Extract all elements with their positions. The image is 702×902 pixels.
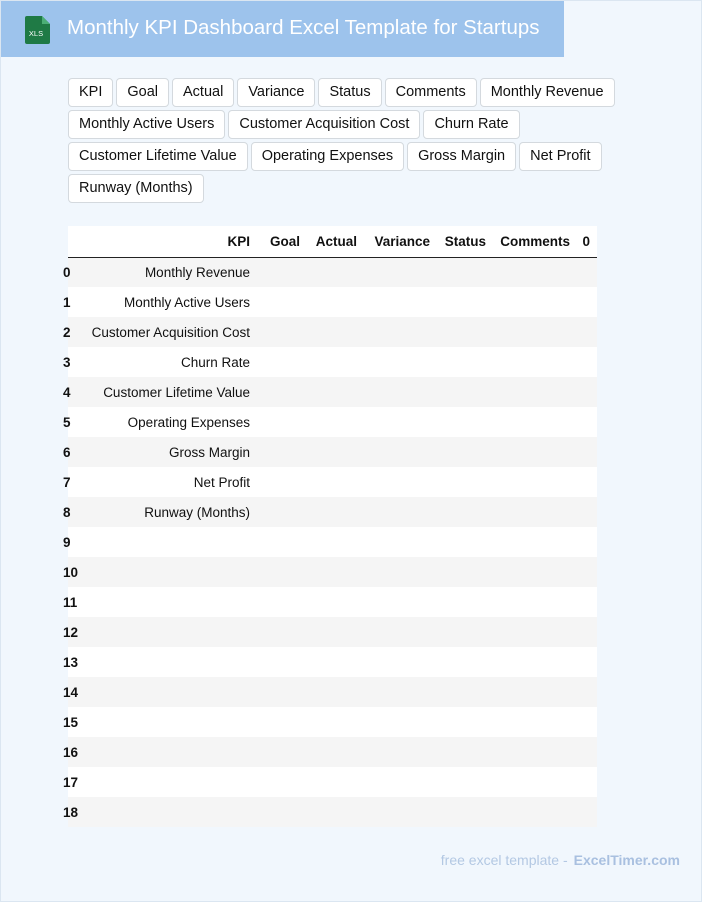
cell-status xyxy=(437,527,493,557)
cell-zero xyxy=(577,737,597,767)
cell-kpi xyxy=(80,737,257,767)
row-index xyxy=(63,557,80,587)
cell-zero xyxy=(577,647,597,677)
row-index-label: 0 xyxy=(63,264,71,280)
cell-actual xyxy=(307,647,364,677)
cell-variance xyxy=(364,707,437,737)
cell-zero xyxy=(577,707,597,737)
table-row xyxy=(68,617,597,647)
cell-kpi xyxy=(80,527,257,557)
cell-kpi xyxy=(80,617,257,647)
cell-comments xyxy=(493,707,577,737)
row-index-label: 13 xyxy=(63,654,79,670)
cell-kpi xyxy=(80,587,257,617)
cell-status xyxy=(437,257,493,287)
cell-comments xyxy=(493,647,577,677)
cell-actual xyxy=(307,707,364,737)
cell-comments xyxy=(493,407,577,437)
row-index-label: 11 xyxy=(63,594,78,610)
cell-goal xyxy=(257,467,307,497)
cell-zero xyxy=(577,377,597,407)
page-header xyxy=(1,1,564,57)
cell-kpi: Operating Expenses xyxy=(127,414,250,430)
cell-variance xyxy=(364,467,437,497)
cell-zero xyxy=(577,587,597,617)
cell-variance xyxy=(364,437,437,467)
cell-comments xyxy=(493,587,577,617)
kpi-table-container xyxy=(63,226,597,827)
cell-status xyxy=(437,407,493,437)
table-row xyxy=(68,497,597,527)
cell-comments xyxy=(493,767,577,797)
cell-comments xyxy=(493,377,577,407)
row-index-label: 2 xyxy=(63,324,71,340)
footer-credit xyxy=(441,852,680,868)
cell-status xyxy=(437,617,493,647)
cell-goal xyxy=(257,737,307,767)
row-index-label: 14 xyxy=(63,684,79,700)
index-header xyxy=(68,226,80,257)
cell-variance xyxy=(364,647,437,677)
cell-goal xyxy=(257,497,307,527)
cell-variance xyxy=(364,677,437,707)
cell-variance xyxy=(364,557,437,587)
cell-zero xyxy=(577,527,597,557)
row-index xyxy=(63,527,80,557)
cell-zero xyxy=(577,347,597,377)
cell-actual xyxy=(307,287,364,317)
table-row xyxy=(68,737,597,767)
cell-status xyxy=(437,437,493,467)
cell-variance xyxy=(364,767,437,797)
cell-goal xyxy=(257,347,307,377)
cell-variance xyxy=(364,287,437,317)
cell-zero xyxy=(577,257,597,287)
cell-variance xyxy=(364,317,437,347)
header-zero: 0 xyxy=(577,226,597,257)
row-index-label: 18 xyxy=(63,804,79,820)
cell-kpi xyxy=(80,647,257,677)
cell-variance xyxy=(364,407,437,437)
column-chip[interactable]: Customer Acquisition Cost xyxy=(228,110,420,139)
cell-actual xyxy=(307,557,364,587)
cell-zero xyxy=(577,287,597,317)
header-actual: Actual xyxy=(307,226,364,257)
column-chip[interactable]: Gross Margin xyxy=(407,142,516,171)
cell-goal xyxy=(257,617,307,647)
row-index-label: 15 xyxy=(63,714,79,730)
row-index xyxy=(63,647,80,677)
cell-goal xyxy=(257,437,307,467)
cell-comments xyxy=(493,797,577,827)
cell-comments xyxy=(493,347,577,377)
column-chip[interactable]: Status xyxy=(318,78,381,107)
cell-goal xyxy=(257,767,307,797)
row-index xyxy=(63,437,80,467)
column-chip[interactable]: Operating Expenses xyxy=(251,142,404,171)
row-index-label: 5 xyxy=(63,414,71,430)
cell-actual xyxy=(307,767,364,797)
cell-variance xyxy=(364,377,437,407)
column-chip[interactable]: KPI xyxy=(68,78,113,107)
cell-variance xyxy=(364,257,437,287)
cell-actual xyxy=(307,437,364,467)
column-chip[interactable]: Actual xyxy=(172,78,234,107)
cell-status xyxy=(437,497,493,527)
table-row xyxy=(68,767,597,797)
column-chip[interactable]: Monthly Active Users xyxy=(68,110,225,139)
row-index-label: 16 xyxy=(63,744,79,760)
cell-actual xyxy=(307,587,364,617)
row-index xyxy=(63,287,80,317)
row-index xyxy=(63,737,80,767)
row-index-label: 9 xyxy=(63,534,71,550)
cell-variance xyxy=(364,617,437,647)
cell-variance xyxy=(364,497,437,527)
xls-file-icon xyxy=(23,15,51,45)
row-index xyxy=(63,497,80,527)
table-row xyxy=(68,467,597,497)
row-index-label: 1 xyxy=(63,294,71,310)
table-row xyxy=(68,557,597,587)
row-index-label: 12 xyxy=(63,624,79,640)
cell-kpi xyxy=(80,767,257,797)
cell-variance xyxy=(364,527,437,557)
cell-zero xyxy=(577,497,597,527)
header-variance: Variance xyxy=(364,226,437,257)
row-index-label: 3 xyxy=(63,354,71,370)
row-index xyxy=(63,257,80,287)
cell-comments xyxy=(493,257,577,287)
cell-status xyxy=(437,557,493,587)
svg-text:XLS: XLS xyxy=(28,29,44,38)
cell-status xyxy=(437,347,493,377)
cell-kpi xyxy=(80,677,257,707)
cell-actual xyxy=(307,257,364,287)
table-row xyxy=(68,587,597,617)
cell-actual xyxy=(307,527,364,557)
cell-kpi: Churn Rate xyxy=(180,354,250,370)
column-chip[interactable]: Runway (Months) xyxy=(68,174,204,203)
cell-comments xyxy=(493,497,577,527)
cell-actual xyxy=(307,467,364,497)
row-index-label: 7 xyxy=(63,474,71,490)
cell-actual xyxy=(307,737,364,767)
cell-status xyxy=(437,467,493,497)
cell-status xyxy=(437,587,493,617)
cell-kpi xyxy=(80,707,257,737)
row-index xyxy=(63,347,80,377)
header-kpi: KPI xyxy=(80,226,257,257)
cell-zero xyxy=(577,317,597,347)
table-row xyxy=(68,377,597,407)
footer-text: free excel template - xyxy=(440,852,568,868)
cell-actual xyxy=(307,797,364,827)
row-index xyxy=(63,617,80,647)
cell-goal xyxy=(257,707,307,737)
cell-status xyxy=(437,677,493,707)
cell-status xyxy=(437,377,493,407)
cell-actual xyxy=(307,497,364,527)
cell-goal xyxy=(257,527,307,557)
column-chip[interactable]: Customer Lifetime Value xyxy=(68,142,248,171)
table-row xyxy=(68,287,597,317)
cell-status xyxy=(437,797,493,827)
row-index xyxy=(63,797,80,827)
cell-actual xyxy=(307,347,364,377)
row-index-label: 6 xyxy=(63,444,71,460)
kpi-table xyxy=(63,226,597,827)
row-index xyxy=(63,407,80,437)
cell-zero xyxy=(577,407,597,437)
cell-comments xyxy=(493,527,577,557)
cell-kpi: Customer Lifetime Value xyxy=(103,384,250,400)
table-header-row xyxy=(68,226,597,257)
cell-status xyxy=(437,287,493,317)
cell-zero xyxy=(577,797,597,827)
cell-comments xyxy=(493,677,577,707)
column-chip[interactable]: Churn Rate xyxy=(423,110,519,139)
page-title: Monthly KPI Dashboard Excel Template for Startups xyxy=(67,16,540,39)
column-chip[interactable]: Comments xyxy=(385,78,477,107)
cell-actual xyxy=(307,317,364,347)
row-index-label: 17 xyxy=(63,774,79,790)
cell-comments xyxy=(493,437,577,467)
cell-status xyxy=(437,767,493,797)
cell-status xyxy=(437,737,493,767)
cell-variance xyxy=(364,737,437,767)
cell-status xyxy=(437,647,493,677)
cell-goal xyxy=(257,287,307,317)
table-row xyxy=(68,677,597,707)
cell-goal xyxy=(257,377,307,407)
cell-comments xyxy=(493,737,577,767)
cell-zero xyxy=(577,767,597,797)
cell-actual xyxy=(307,407,364,437)
header-status: Status xyxy=(437,226,493,257)
cell-goal xyxy=(257,317,307,347)
table-row xyxy=(68,407,597,437)
cell-goal xyxy=(257,557,307,587)
cell-status xyxy=(437,317,493,347)
table-row xyxy=(68,257,597,287)
cell-zero xyxy=(577,677,597,707)
row-index xyxy=(63,677,80,707)
header-comments: Comments xyxy=(493,226,577,257)
cell-goal xyxy=(257,587,307,617)
footer-brand-link[interactable]: ExcelTimer.com xyxy=(573,852,680,868)
column-chip-list xyxy=(68,78,628,203)
cell-kpi xyxy=(80,557,257,587)
cell-zero xyxy=(577,437,597,467)
table-row xyxy=(68,797,597,827)
cell-kpi: Net Profit xyxy=(193,474,250,490)
cell-status xyxy=(437,707,493,737)
cell-goal xyxy=(257,407,307,437)
cell-actual xyxy=(307,617,364,647)
table-row xyxy=(68,437,597,467)
cell-variance xyxy=(364,797,437,827)
row-index xyxy=(63,317,80,347)
cell-zero xyxy=(577,467,597,497)
cell-kpi xyxy=(80,797,257,827)
table-row xyxy=(68,347,597,377)
row-index xyxy=(63,377,80,407)
header-goal: Goal xyxy=(257,226,307,257)
row-index-label: 8 xyxy=(63,504,71,520)
cell-zero xyxy=(577,557,597,587)
cell-goal xyxy=(257,647,307,677)
cell-kpi: Customer Acquisition Cost xyxy=(91,324,250,340)
column-chip[interactable]: Monthly Revenue xyxy=(480,78,615,107)
cell-goal xyxy=(257,677,307,707)
cell-goal xyxy=(257,257,307,287)
cell-kpi: Monthly Active Users xyxy=(123,294,250,310)
table-row xyxy=(68,317,597,347)
column-chip[interactable]: Goal xyxy=(116,78,169,107)
row-index xyxy=(63,767,80,797)
cell-variance xyxy=(364,587,437,617)
row-index xyxy=(63,707,80,737)
cell-goal xyxy=(257,797,307,827)
cell-comments xyxy=(493,317,577,347)
row-index xyxy=(63,467,80,497)
row-index-label: 4 xyxy=(63,384,71,400)
cell-kpi: Gross Margin xyxy=(168,444,250,460)
column-chip[interactable]: Net Profit xyxy=(519,142,601,171)
cell-kpi: Runway (Months) xyxy=(144,504,250,520)
cell-comments xyxy=(493,467,577,497)
column-chip[interactable]: Variance xyxy=(237,78,315,107)
cell-comments xyxy=(493,287,577,317)
table-row xyxy=(68,647,597,677)
cell-comments xyxy=(493,557,577,587)
cell-kpi: Monthly Revenue xyxy=(144,264,250,280)
table-row xyxy=(68,707,597,737)
cell-actual xyxy=(307,377,364,407)
table-row xyxy=(68,527,597,557)
cell-variance xyxy=(364,347,437,377)
cell-zero xyxy=(577,617,597,647)
row-index xyxy=(63,587,80,617)
row-index-label: 10 xyxy=(63,564,79,580)
cell-actual xyxy=(307,677,364,707)
cell-comments xyxy=(493,617,577,647)
